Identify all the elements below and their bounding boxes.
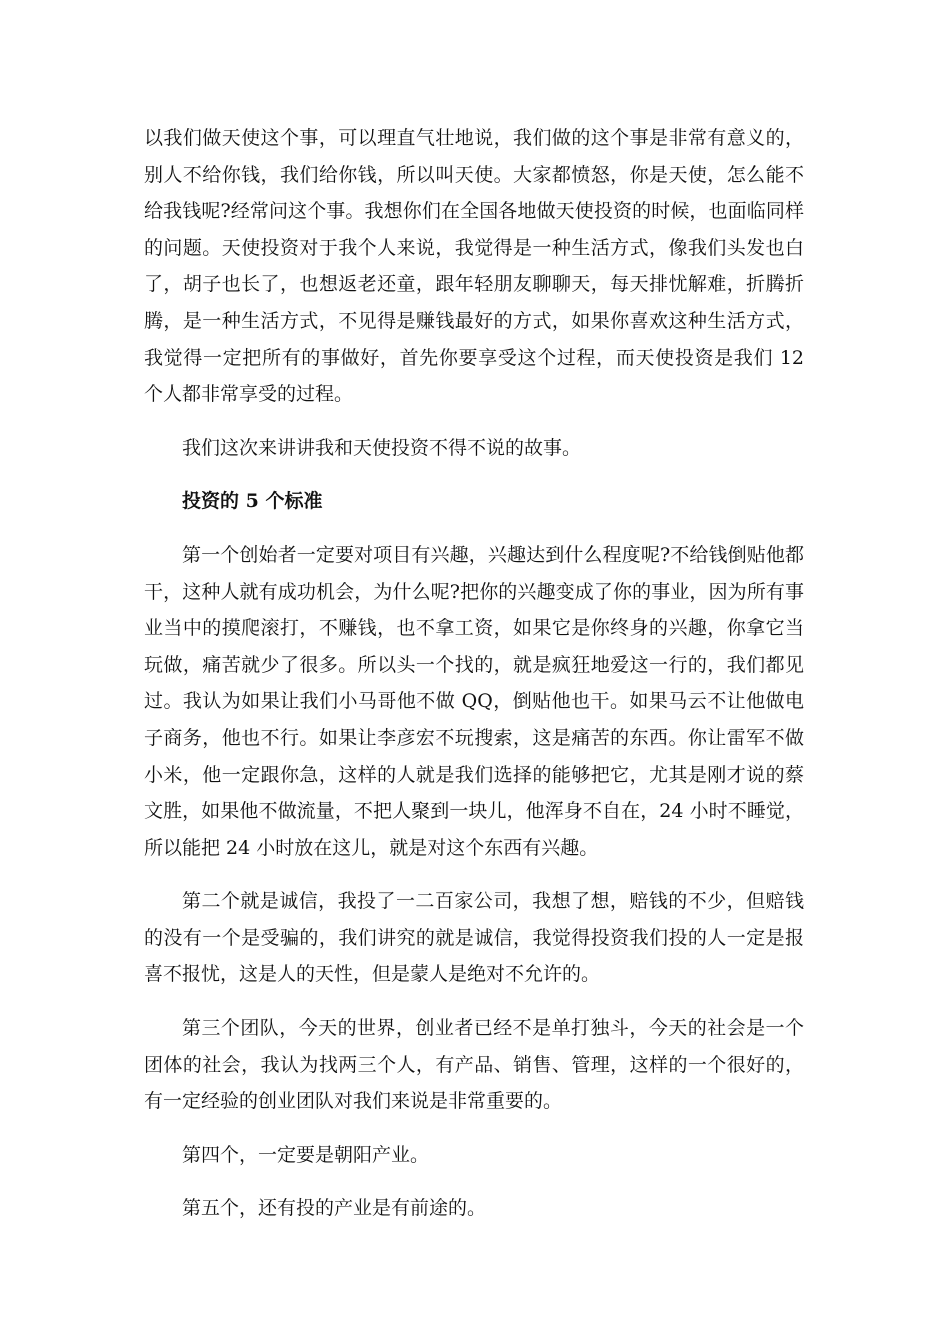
standard-1-paragraph: 第一个创始者一定要对项目有兴趣，兴趣达到什么程度呢?不给钱倒贴他都干，这种人就有成功机会，为什么呢?把你的兴趣变成了你的事业，因为所有事业当中的摸爬滚打，不赚钱，也不拿工资，如果它是你终身的兴趣，你拿它当玩做，痛苦就少了很多。所以头一个找的，就是疯狂地爱这一行的，我们都见过。我认为如果让我们小马哥他不做 QQ，倒贴他也干。如果马云不让他做电子商务，他也不行。如果让李彦宏不玩搜索，这是痛苦的东西。你让雷军不做小米，他一定跟你急，这样的人就是我们选择的能够把它，尤其是刚才说的蔡文胜，如果他不做流量，不把人聚到一块儿，他浑身不自在，24 小时不睡觉，所以能把 24 小时放在这儿，就是对这个东西有兴趣。 — [144, 543, 804, 859]
story-paragraph: 我们这次来讲讲我和天使投资不得不说的故事。 — [182, 436, 582, 459]
standard-3-paragraph: 第三个团队，今天的世界，创业者已经不是单打独斗，今天的社会是一个团体的社会，我认为找两三个人，有产品、销售、管理，这样的一个很好的，有一定经验的创业团队对我们来说是非常重要的。 — [144, 1017, 804, 1113]
document-page — [144, 120, 804, 1244]
section-heading: 投资的 5 个标准 — [182, 490, 323, 513]
intro-paragraph: 以我们做天使这个事，可以理直气壮地说，我们做的这个事是非常有意义的，别人不给你钱，我们给你钱，所以叫天使。大家都愤怒，你是天使，怎么能不给我钱呢?经常问这个事。我想你们在全国各地做天使投资的时候，也面临同样的问题。天使投资对于我个人来说，我觉得是一种生活方式，像我们头发也白了，胡子也长了，也想返老还童，跟年轻朋友聊聊天，每天排忧解难，折腾折腾，是一种生活方式，不见得是赚钱最好的方式，如果你喜欢这种生活方式，我觉得一定把所有的事做好，首先你要享受这个过程，而天使投资是我们 12 个人都非常享受的过程。 — [144, 127, 804, 406]
standard-2-paragraph: 第二个就是诚信，我投了一二百家公司，我想了想，赔钱的不少，但赔钱的没有一个是受骗的，我们讲究的就是诚信，我觉得投资我们投的人一定是报喜不报忧，这是人的天性，但是蒙人是绝对不允许的。 — [144, 890, 804, 986]
standard-5-paragraph: 第五个，还有投的产业是有前途的。 — [182, 1197, 487, 1220]
standard-4-paragraph: 第四个，一定要是朝阳产业。 — [182, 1143, 430, 1166]
